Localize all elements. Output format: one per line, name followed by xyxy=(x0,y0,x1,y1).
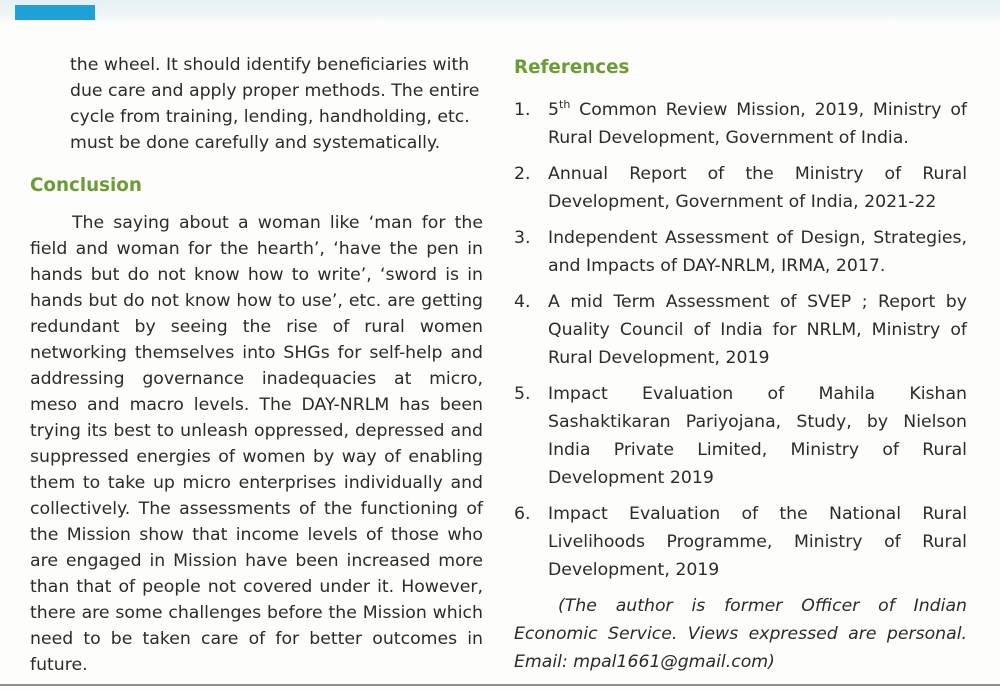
author-note: (The author is former Officer of Indian Economic Service. Views expressed are personal. Email: mpal1661@gmail.com) xyxy=(514,596,967,672)
reference-number: 1. xyxy=(514,100,531,120)
reference-item xyxy=(514,500,967,584)
bottom-rule xyxy=(0,684,1000,686)
reference-ordinal-number: 5 xyxy=(548,100,559,120)
reference-item xyxy=(514,380,967,492)
reference-number: 4. xyxy=(514,292,531,312)
continued-paragraph: the wheel. It should identify beneficiaries with due care and apply proper methods. The entire cycle from training, lending, handholding, etc. must be done carefully and systematically. xyxy=(70,55,480,153)
reference-item xyxy=(514,288,967,372)
reference-text xyxy=(548,96,967,152)
conclusion-heading: Conclusion xyxy=(30,175,142,196)
section-color-tab xyxy=(15,5,95,20)
conclusion-paragraph: The saying about a woman like ‘man for the field and woman for the hearth’, ‘have the pen in hands but do not know how to write’, ‘sword is in hands but do not know how to use’, etc. are getting redundant by seeing the rise of rural women networking themselves into SHGs for self-help and addressing governance inadequacies at micro, meso and macro levels. The DAY-NRLM has been trying its best to unleash oppressed, depressed and suppressed energies of women by way of enabling them to take up micro enterprises individually and collectively. The assessments of the functioning of the Mission show that income levels of those who are engaged in Mission have been increased more than that of people not covered under it. However, there are some challenges before the Mission which need to be taken care of for better outcomes in future. xyxy=(30,213,483,675)
reference-number: 6. xyxy=(514,504,531,524)
reference-text: Annual Report of the Ministry of Rural Development, Government of India, 2021-22 xyxy=(548,164,967,212)
references-heading: References xyxy=(514,57,630,78)
reference-text: Independent Assessment of Design, Strategies, and Impacts of DAY-NRLM, IRMA, 2017. xyxy=(548,228,967,276)
reference-ordinal-suffix: th xyxy=(559,98,571,112)
reference-item xyxy=(514,160,967,216)
reference-text: A mid Term Assessment of SVEP ; Report by Quality Council of India for NRLM, Ministry of Rural Development, 2019 xyxy=(548,292,967,368)
reference-item xyxy=(514,224,967,280)
right-column xyxy=(514,52,967,676)
reference-text: Impact Evaluation of the National Rural Livelihoods Programme, Ministry of Rural Development, 2019 xyxy=(548,504,967,580)
reference-body: Common Review Mission, 2019, Ministry of Rural Development, Government of India. xyxy=(548,100,967,148)
top-color-band xyxy=(0,0,1000,22)
reference-text: Impact Evaluation of Mahila Kishan Sashaktikaran Pariyojana, Study, by Nielson India Private Limited, Ministry of Rural Development 2019 xyxy=(548,384,967,488)
reference-number: 2. xyxy=(514,164,531,184)
left-column xyxy=(30,52,483,678)
reference-number: 3. xyxy=(514,228,531,248)
reference-item xyxy=(514,96,967,152)
references-list xyxy=(514,96,967,584)
reference-number: 5. xyxy=(514,384,531,404)
